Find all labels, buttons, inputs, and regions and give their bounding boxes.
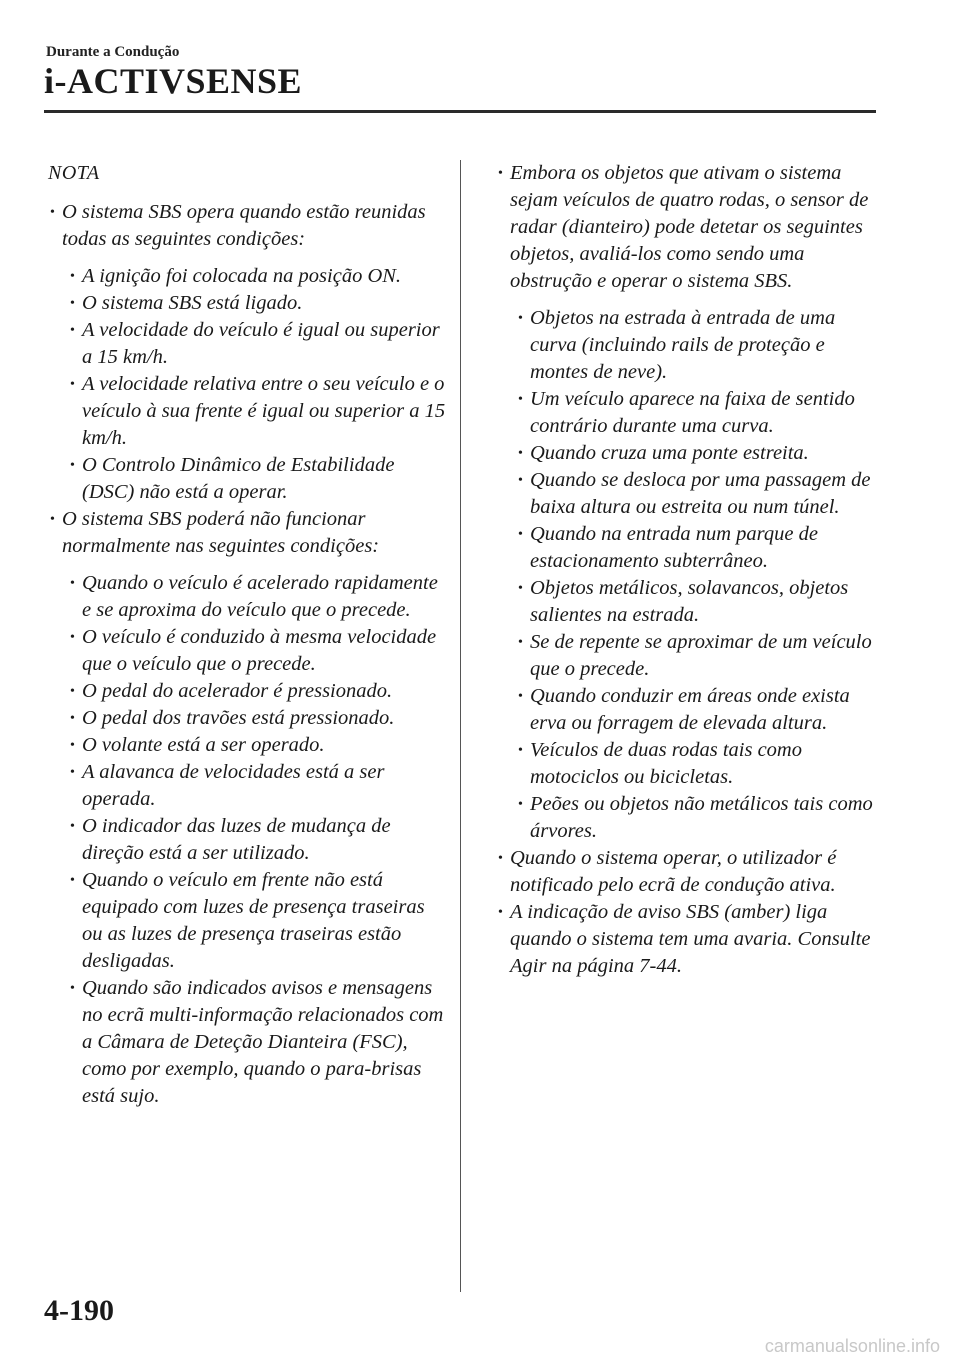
sub-bullet-text: Quando cruza uma ponte estreita. — [530, 442, 809, 464]
sub-bullet-text: Se de repente se aproximar de um veículo que o precede. — [530, 631, 872, 680]
sub-bullet-text: Quando conduzir em áreas onde exista erva ou forragem de elevada altura. — [530, 685, 850, 734]
bullet-icon: • — [70, 684, 75, 699]
bullet-text: O sistema SBS poderá não funcionar normalmente nas seguintes condições: — [62, 508, 380, 557]
bullet-icon: • — [70, 873, 75, 888]
bullet-icon: • — [518, 689, 523, 704]
sub-bullet-text: O veículo é conduzido à mesma velocidade que o veículo que o precede. — [82, 626, 437, 675]
sub-bullet-text: Quando o veículo em frente não está equipado com luzes de presença traseiras ou as luzes de presença traseiras estão desligadas. — [82, 869, 425, 972]
left-bullet-list — [46, 199, 446, 1110]
bullet-item — [494, 899, 884, 980]
sub-bullet-text: A velocidade do veículo é igual ou superior a 15 km/h. — [82, 319, 440, 368]
sub-bullet-item — [516, 521, 884, 575]
sub-bullet-item — [68, 290, 446, 317]
bullet-icon: • — [70, 458, 75, 473]
note-label: NOTA — [48, 162, 100, 184]
sub-bullet-text: Peões ou objetos não metálicos tais como árvores. — [530, 793, 873, 842]
sub-bullet-text: Quando se desloca por uma passagem de baixa altura ou estreita ou num túnel. — [530, 469, 871, 518]
sub-bullet-item — [516, 683, 884, 737]
bullet-icon: • — [498, 905, 503, 920]
bullet-text: A indicação de aviso SBS (amber) liga quando o sistema tem uma avaria. Consulte Agir na página 7-44. — [510, 901, 871, 977]
sub-bullet-item — [516, 575, 884, 629]
bullet-icon: • — [70, 323, 75, 338]
sub-bullet-item — [68, 371, 446, 452]
sub-bullet-item — [516, 791, 884, 845]
sub-bullet-text: O Controlo Dinâmico de Estabilidade (DSC) não está a operar. — [82, 454, 395, 503]
sub-bullet-item — [68, 732, 446, 759]
bullet-item — [494, 845, 884, 899]
bullet-icon: • — [498, 166, 503, 181]
bullet-icon: • — [70, 576, 75, 591]
sub-bullet-list — [46, 570, 446, 1110]
bullet-icon: • — [70, 377, 75, 392]
bullet-text: O sistema SBS opera quando estão reunidas todas as seguintes condições: — [62, 201, 426, 250]
bullet-icon: • — [70, 738, 75, 753]
sub-bullet-text: Quando na entrada num parque de estacionamento subterrâneo. — [530, 523, 818, 572]
bullet-icon: • — [50, 205, 55, 220]
sub-bullet-text: Quando o veículo é acelerado rapidamente e se aproxima do veículo que o precede. — [82, 572, 438, 621]
sub-bullet-item — [516, 440, 884, 467]
bullet-icon: • — [498, 851, 503, 866]
sub-bullet-list — [494, 305, 884, 845]
sub-bullet-text: A velocidade relativa entre o seu veículo e o veículo à sua frente é igual ou superior a 15 km/h. — [82, 373, 446, 449]
sub-bullet-item — [516, 386, 884, 440]
bullet-icon: • — [518, 473, 523, 488]
page-number: 4-190 — [44, 1294, 114, 1327]
bullet-icon: • — [518, 743, 523, 758]
bullet-text: Quando o sistema operar, o utilizador é notificado pelo ecrã de condução ativa. — [510, 847, 837, 896]
bullet-icon: • — [518, 581, 523, 596]
bullet-item — [46, 506, 446, 560]
sub-bullet-item — [68, 975, 446, 1110]
sub-bullet-item — [516, 629, 884, 683]
sub-bullet-item — [68, 759, 446, 813]
bullet-item — [494, 160, 884, 295]
sub-bullet-item — [68, 452, 446, 506]
sub-bullet-text: O indicador das luzes de mudança de direção está a ser utilizado. — [82, 815, 391, 864]
sub-bullet-item — [516, 467, 884, 521]
watermark: carmanualsonline.info — [764, 1336, 940, 1356]
bullet-icon: • — [70, 819, 75, 834]
bullet-text: Embora os objetos que ativam o sistema sejam veículos de quatro rodas, o sensor de radar (dianteiro) pode detetar os seguintes objetos, avaliá-los como sendo uma obstrução e operar o sistema SBS. — [510, 162, 869, 292]
bullet-icon: • — [518, 446, 523, 461]
sub-bullet-text: Um veículo aparece na faixa de sentido contrário durante uma curva. — [530, 388, 855, 437]
sub-bullet-text: O pedal do acelerador é pressionado. — [82, 680, 393, 702]
sub-bullet-text: Veículos de duas rodas tais como motociclos ou bicicletas. — [530, 739, 802, 788]
sub-bullet-item — [68, 624, 446, 678]
sub-bullet-item — [516, 305, 884, 386]
sub-bullet-text: Objetos metálicos, solavancos, objetos salientes na estrada. — [530, 577, 849, 626]
sub-bullet-item — [68, 813, 446, 867]
bullet-icon: • — [518, 392, 523, 407]
sub-bullet-text: O volante está a ser operado. — [82, 734, 325, 756]
bullet-item — [46, 199, 446, 253]
bullet-icon: • — [518, 311, 523, 326]
bullet-icon: • — [70, 765, 75, 780]
bullet-icon: • — [70, 296, 75, 311]
bullet-icon: • — [518, 797, 523, 812]
sub-bullet-text: A alavanca de velocidades está a ser operada. — [82, 761, 385, 810]
sub-bullet-item — [68, 678, 446, 705]
sub-bullet-item — [516, 737, 884, 791]
bullet-icon: • — [518, 527, 523, 542]
sub-bullet-list — [46, 263, 446, 506]
bullet-icon: • — [70, 711, 75, 726]
sub-bullet-item — [68, 263, 446, 290]
sub-bullet-text: O sistema SBS está ligado. — [82, 292, 303, 314]
sub-bullet-text: A ignição foi colocada na posição ON. — [82, 265, 402, 287]
bullet-icon: • — [70, 981, 75, 996]
bullet-icon: • — [518, 635, 523, 650]
right-column — [494, 160, 884, 980]
bullet-icon: • — [70, 630, 75, 645]
column-divider — [460, 160, 461, 1292]
sub-bullet-item — [68, 867, 446, 975]
left-column — [46, 160, 446, 1110]
section-label: Durante a Condução — [46, 44, 180, 60]
header-divider — [44, 110, 876, 113]
sub-bullet-item — [68, 705, 446, 732]
sub-bullet-item — [68, 317, 446, 371]
bullet-icon: • — [50, 512, 55, 527]
bullet-icon: • — [70, 269, 75, 284]
sub-bullet-text: Objetos na estrada à entrada de uma curva (incluindo rails de proteção e montes de neve). — [530, 307, 836, 383]
right-bullet-list — [494, 160, 884, 980]
sub-bullet-item — [68, 570, 446, 624]
sub-bullet-text: Quando são indicados avisos e mensagens no ecrã multi-informação relacionados com a Câmara de Deteção Dianteira (FSC), como por exemplo, quando o para-brisas está sujo. — [82, 977, 444, 1107]
sub-bullet-text: O pedal dos travões está pressionado. — [82, 707, 395, 729]
page-title: i-ACTIVSENSE — [44, 61, 303, 101]
